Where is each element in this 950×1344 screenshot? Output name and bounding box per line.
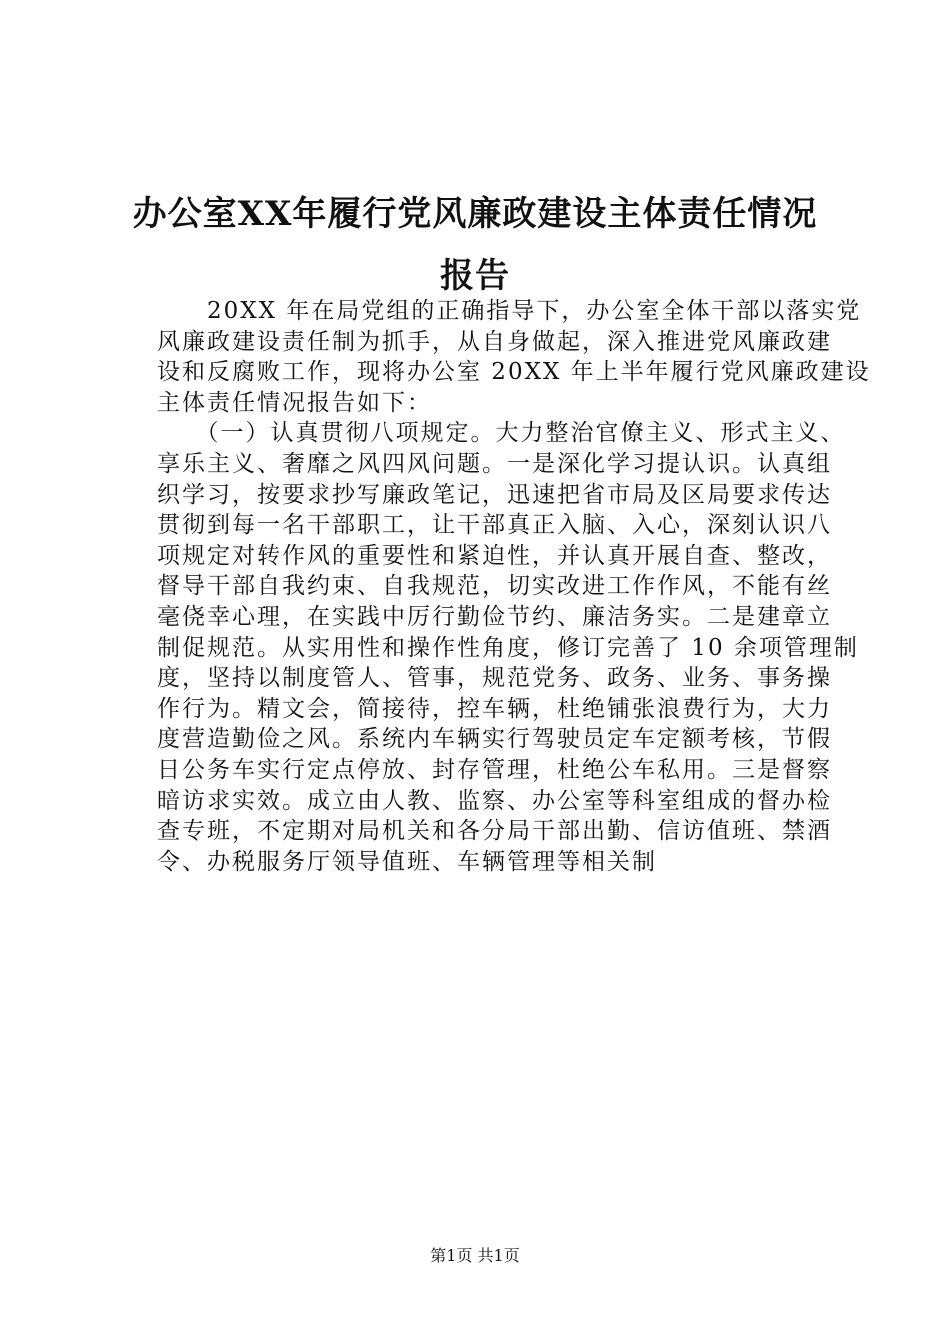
body-line: 项规定对转作风的重要性和紧迫性，并认真开展自查、整改， [157, 542, 832, 569]
body-line: 度营造勤俭之风。系统内车辆实行驾驶员定车定额考核，节假 [157, 726, 832, 753]
body-line: （一）认真贯彻八项规定。大力整治官僚主义、形式主义、 [157, 420, 846, 447]
body-line: 查专班，不定期对局机关和各分局干部出勤、信访值班、禁酒 [157, 818, 832, 845]
body-line: 设和反腐败工作，现将办公室 20XX 年上半年履行党风廉政建设 [157, 359, 871, 386]
body-line: 暗访求实效。成立由人教、监察、办公室等科室组成的督办检 [157, 787, 832, 814]
body-line: 日公务车实行定点停放、封存管理，杜绝公车私用。三是督察 [157, 756, 832, 783]
document-title-line-1: 办公室XX年履行党风廉政建设主体责任情况 [132, 194, 818, 234]
body-line: 20XX 年在局党组的正确指导下，办公室全体干部以落实党 [157, 298, 862, 324]
body-line: 织学习，按要求抄写廉政笔记，迅速把省市局及区局要求传达 [157, 481, 832, 508]
body-line: 风廉政建设责任制为抓手，从自身做起，深入推进党风廉政建 [157, 328, 832, 355]
body-line: 制促规范。从实用性和操作性角度，修订完善了 10 余项管理制 [157, 634, 859, 661]
document-title-line-2: 报告 [440, 256, 510, 296]
body-line: 主体责任情况报告如下： [157, 389, 432, 416]
page-footer: 第1页 共1页 [430, 1246, 520, 1265]
body-line: 贯彻到每一名干部职工，让干部真正入脑、入心，深刻认识八 [157, 512, 832, 539]
body-line: 享乐主义、奢靡之风四风问题。一是深化学习提认识。认真组 [157, 450, 832, 477]
body-line: 督导干部自我约束、自我规范，切实改进工作作风，不能有丝 [157, 573, 832, 600]
body-line: 毫侥幸心理，在实践中厉行勤俭节约、廉洁务实。二是建章立 [157, 603, 832, 630]
body-line: 令、办税服务厅领导值班、车辆管理等相关制 [157, 848, 657, 875]
body-line: 作行为。精文会，简接待，控车辆，杜绝铺张浪费行为，大力 [157, 695, 832, 722]
document-body [157, 296, 871, 877]
body-line: 度，坚持以制度管人、管事，规范党务、政务、业务、事务操 [157, 665, 832, 692]
